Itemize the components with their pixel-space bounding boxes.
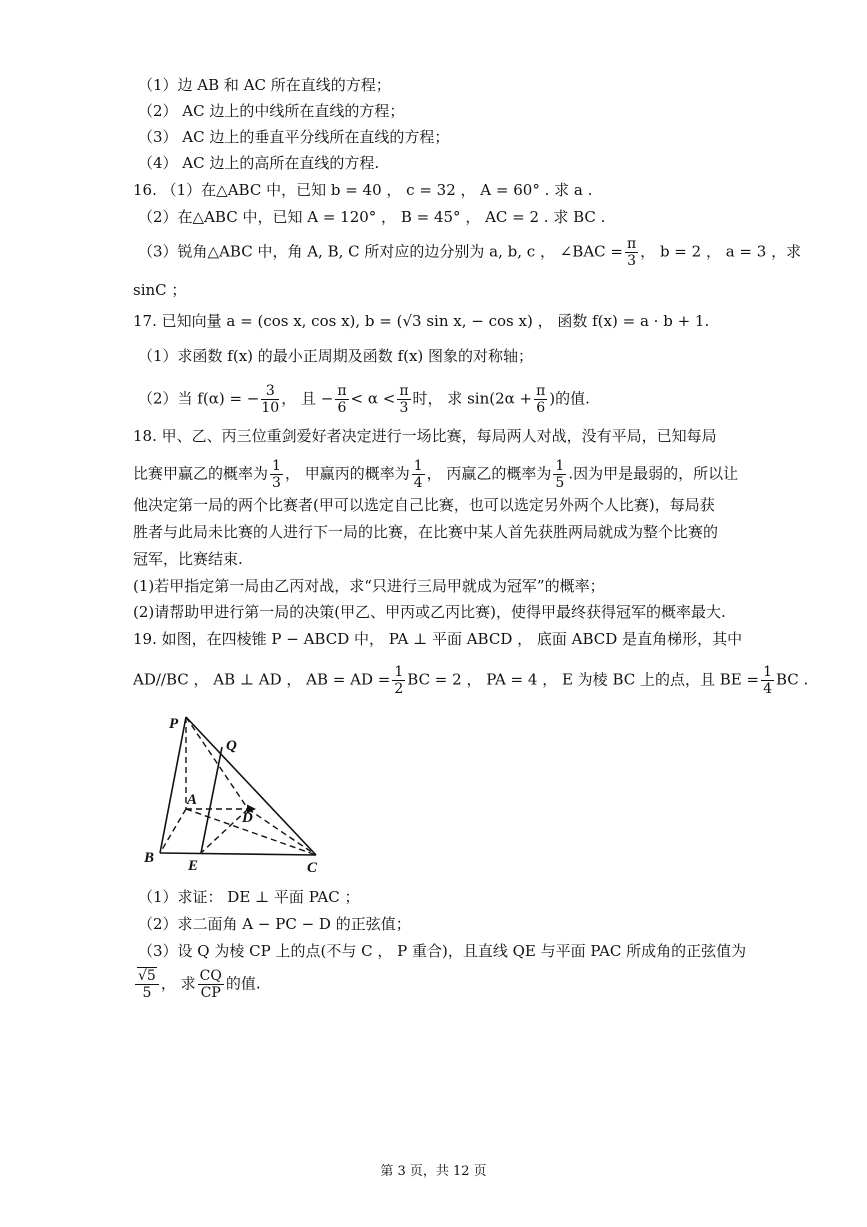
q15-item-2: （2） AC 边上的中线所在直线的方程； (138, 102, 405, 120)
q19-sub-2: （2）求二面角 A − PC − D 的正弦值； (138, 915, 411, 933)
q16-line-4: sinC ； (133, 281, 187, 299)
q17-frac-1: $\frac{3}{10}$ (261, 383, 280, 416)
q19-frac-sqrt5: $\frac{√5}{5}$ (135, 968, 159, 1001)
q19-frac-2: $\frac{1}{4}$ (763, 664, 772, 697)
q19-line-2 (133, 664, 808, 697)
q18-text-c: ， 丙赢乙的概率为 (426, 464, 552, 483)
label-B: B (144, 850, 155, 866)
q17-line-2: （1）求函数 f(x) 的最小正周期及函数 f(x) 图象的对称轴； (138, 347, 534, 365)
q16-line-3-pre: （3）锐角△ABC 中，角 A, B, C 所对应的边分别为 a, b, c ， ∠BAC = (138, 242, 623, 261)
edge-PB (160, 717, 186, 853)
q19-text-b: BC = 2 ， PA = 4 ， E 为棱 BC 上的点，且 BE = (407, 670, 760, 689)
label-C: C (307, 860, 318, 876)
q17-text-e: )的值. (549, 389, 590, 408)
q19-sub-3-cont (133, 968, 261, 1001)
q18-frac-1: $\frac{1}{3}$ (272, 458, 281, 491)
q16-line-1: 16. （1）在△ABC 中，已知 b = 40 ， c = 32 ， A = 60° . 求 a . (133, 181, 593, 199)
q17-text-b: ， 且 − (281, 389, 334, 408)
q19-text-c: BC . (776, 670, 809, 689)
q18-frac-2: $\frac{1}{4}$ (413, 458, 423, 491)
q16-line-2: （2）在△ABC 中，已知 A = 120° ， B = 45° ， AC = 2 . 求 BC . (138, 208, 606, 226)
edge-DC (248, 809, 316, 855)
q19-text-a: AD//BC ， AB ⊥ AD ， AB = AD = (133, 670, 391, 689)
q17-text-d: 时， 求 sin(2α + (412, 389, 533, 408)
q17-frac-4: $\frac{\pi}{6}$ (536, 383, 546, 416)
q18-text-a: 比赛甲赢乙的概率为 (133, 464, 269, 483)
q19-frac-1: $\frac{1}{2}$ (394, 664, 404, 697)
q19-line-1: 19. 如图，在四棱锥 P − ABCD 中， PA ⊥ 平面 ABCD ， 底面 ABCD 是直角梯形，其中 (133, 630, 743, 648)
q18-line-5: 冠军，比赛结束. (133, 550, 243, 568)
label-P: P (169, 716, 179, 732)
label-Q: Q (226, 738, 237, 754)
q17-frac-3: $\frac{\pi}{3}$ (399, 383, 409, 416)
label-E: E (188, 858, 199, 874)
q18-line-2 (133, 458, 738, 491)
q17-text-c: < α < (350, 389, 396, 408)
q19-sub-3: （3）设 Q 为棱 CP 上的点(不与 C ， P 重合)，且直线 QE 与平面 PAC 所成角的正弦值为 (138, 942, 747, 960)
label-D: D (242, 810, 253, 826)
q19-sub-3-text-a: ， 求 (160, 974, 196, 993)
edge-BC (160, 853, 316, 855)
q18-line-4: 胜者与此局未比赛的人进行下一局的比赛，在比赛中某人首先获胜两局就成为整个比赛的 (133, 523, 719, 541)
pyramid-figure (136, 712, 336, 882)
q15-item-1: （1）边 AB 和 AC 所在直线的方程； (138, 76, 391, 94)
q15-item-3: （3） AC 边上的垂直平分线所在直线的方程； (138, 128, 450, 146)
q17-text-a: （2）当 f(α) = − (138, 389, 260, 408)
q16-line-3-post: ， b = 2 ， a = 3 ，求 (640, 242, 802, 261)
q15-item-4: （4） AC 边上的高所在直线的方程. (138, 154, 380, 172)
page-footer: 第 3 页，共 12 页 (380, 1164, 487, 1179)
q18-line-6: (1)若甲指定第一局由乙丙对战，求“只进行三局甲就成为冠军”的概率； (133, 577, 605, 595)
label-A: A (187, 792, 198, 808)
q17-line-3 (138, 383, 590, 416)
q19-sub-1: （1）求证： DE ⊥ 平面 PAC ； (138, 888, 360, 906)
q16-fraction: $\frac{\pi}{3}$ (626, 236, 637, 269)
q17-line-1: 17. 已知向量 a = (cos x, cos x), b = (√3 sin x, − cos x) ， 函数 f(x) = a · b + 1. (133, 312, 710, 330)
q16-line-3 (138, 236, 801, 269)
q17-frac-2: $\frac{\pi}{6}$ (337, 383, 347, 416)
q18-text-b: ， 甲赢丙的概率为 (284, 464, 410, 483)
q18-text-d: .因为甲是最弱的，所以让 (568, 464, 739, 483)
q18-line-1: 18. 甲、乙、丙三位重剑爱好者决定进行一场比赛，每局两人对战，没有平局，已知每局 (133, 427, 717, 445)
q18-line-3: 他决定第一局的两个比赛者(甲可以选定自己比赛，也可以选定另外两个人比赛)，每局获 (133, 496, 715, 514)
q19-sub-3-text-b: 的值. (225, 974, 261, 993)
q18-frac-3: $\frac{1}{5}$ (555, 458, 565, 491)
q18-line-7: (2)请帮助甲进行第一局的决策(甲乙、甲丙或乙丙比赛)，使得甲最终获得冠军的概率最大. (133, 603, 726, 621)
q19-frac-cq-cp: $\frac{CQ}{CP}$ (199, 968, 222, 1001)
